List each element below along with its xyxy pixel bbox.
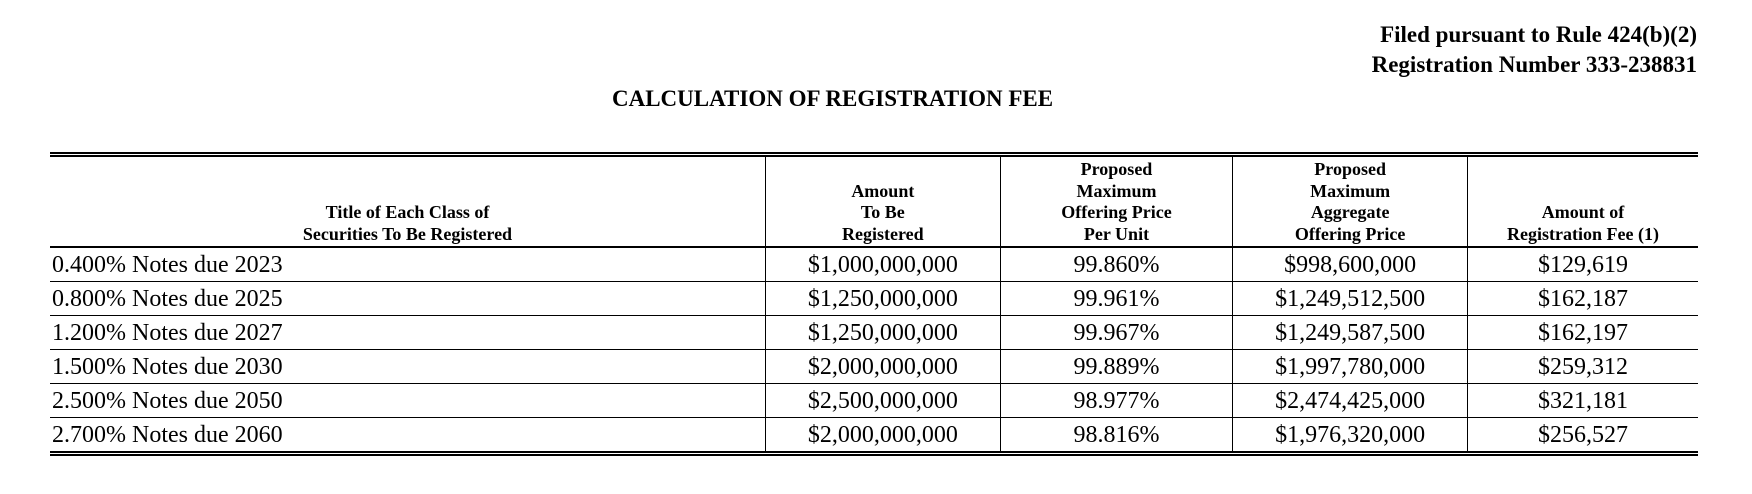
aggregate-price-cell: $1,997,780,000: [1233, 350, 1468, 384]
header-line: Amount: [851, 180, 915, 201]
registration-fee-cell: $129,619: [1467, 247, 1698, 282]
header-line: Maximum: [1076, 180, 1157, 201]
aggregate-price-cell: $1,249,587,500: [1233, 316, 1468, 350]
table-row: [50, 316, 1698, 350]
amount-registered-cell: $1,250,000,000: [766, 316, 1001, 350]
amount-registered-cell: $2,500,000,000: [766, 384, 1001, 418]
table-row: [50, 247, 1698, 282]
header-line: Registration Fee (1): [1507, 223, 1659, 244]
table-row: [50, 350, 1698, 384]
header-line: Registered: [842, 223, 924, 244]
column-header-price-per-unit: [1000, 155, 1233, 248]
aggregate-price-cell: $1,976,320,000: [1233, 418, 1468, 454]
registration-number-line: Registration Number 333-238831: [1371, 52, 1697, 77]
price-per-unit-cell: 99.961%: [1000, 282, 1233, 316]
column-header-title: [50, 155, 766, 248]
amount-registered-cell: $1,250,000,000: [766, 282, 1001, 316]
header-line: Aggregate: [1310, 202, 1390, 222]
column-header-amount: [766, 155, 1001, 248]
registration-fee-cell: $162,197: [1467, 316, 1698, 350]
security-title-cell: 0.800% Notes due 2025: [50, 282, 766, 316]
header-line: Offering Price: [1061, 202, 1172, 222]
security-title-cell: 2.500% Notes due 2050: [50, 384, 766, 418]
header-line: Maximum: [1310, 180, 1391, 201]
price-per-unit-cell: 99.889%: [1000, 350, 1233, 384]
price-per-unit-cell: 98.977%: [1000, 384, 1233, 418]
registration-fee-cell: $259,312: [1467, 350, 1698, 384]
amount-registered-cell: $2,000,000,000: [766, 418, 1001, 454]
filing-notice: [1372, 20, 1697, 80]
registration-fee-cell: $321,181: [1467, 384, 1698, 418]
registration-fee-cell: $162,187: [1467, 282, 1698, 316]
price-per-unit-cell: 99.967%: [1000, 316, 1233, 350]
aggregate-price-cell: $998,600,000: [1233, 247, 1468, 282]
amount-registered-cell: $2,000,000,000: [766, 350, 1001, 384]
header-line: Per Unit: [1083, 223, 1150, 244]
header-line: To Be: [860, 202, 905, 222]
aggregate-price-cell: $1,249,512,500: [1233, 282, 1468, 316]
header-line: Proposed: [1314, 159, 1386, 179]
registration-fee-cell: $256,527: [1467, 418, 1698, 454]
registration-fee-table: [50, 152, 1698, 456]
header-line: Amount of: [1541, 202, 1625, 222]
aggregate-price-cell: $2,474,425,000: [1233, 384, 1468, 418]
security-title-cell: 2.700% Notes due 2060: [50, 418, 766, 454]
security-title-cell: 0.400% Notes due 2023: [50, 247, 766, 282]
security-title-cell: 1.200% Notes due 2027: [50, 316, 766, 350]
header-row: [50, 155, 1698, 248]
price-per-unit-cell: 98.816%: [1000, 418, 1233, 454]
table-row: [50, 384, 1698, 418]
page-title: CALCULATION OF REGISTRATION FEE: [612, 86, 1054, 111]
security-title-cell: 1.500% Notes due 2030: [50, 350, 766, 384]
header-line: Title of Each Class of: [325, 202, 490, 222]
price-per-unit-cell: 99.860%: [1000, 247, 1233, 282]
table-header: [50, 155, 1698, 248]
header-line: Offering Price: [1294, 223, 1406, 244]
table-row: [50, 282, 1698, 316]
column-header-registration-fee: [1467, 155, 1698, 248]
filing-rule-line: Filed pursuant to Rule 424(b)(2): [1380, 22, 1697, 47]
table-body: [50, 247, 1698, 454]
table-row: [50, 418, 1698, 454]
header-line: Securities To Be Registered: [302, 223, 513, 244]
header-line: Proposed: [1080, 159, 1153, 179]
column-header-aggregate-price: [1233, 155, 1468, 248]
amount-registered-cell: $1,000,000,000: [766, 247, 1001, 282]
